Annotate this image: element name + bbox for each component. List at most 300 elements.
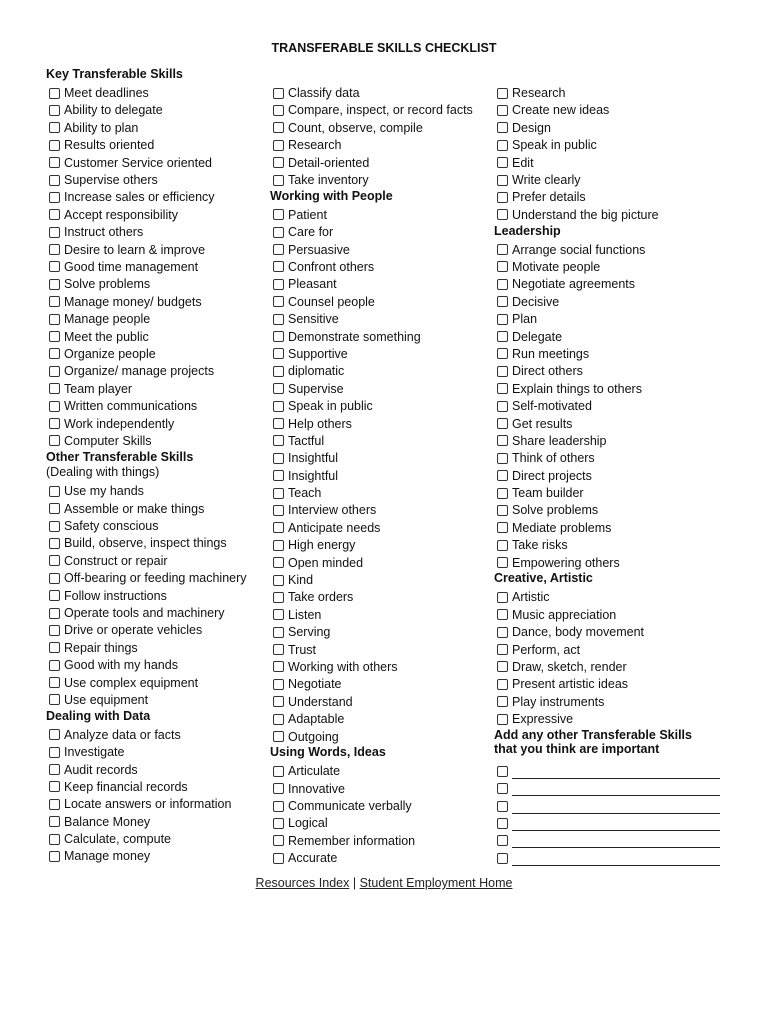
checkbox[interactable] — [49, 175, 60, 186]
checklist-item[interactable] — [270, 728, 494, 745]
checkbox[interactable] — [49, 834, 60, 845]
checkbox[interactable] — [49, 105, 60, 116]
checklist-item[interactable] — [494, 554, 738, 571]
checklist-item[interactable] — [270, 171, 494, 188]
checklist-item[interactable] — [46, 674, 268, 691]
checklist-item[interactable] — [494, 432, 738, 449]
checkbox[interactable] — [497, 627, 508, 638]
section-header-other-skills — [46, 450, 268, 480]
checklist-item[interactable] — [46, 345, 268, 362]
checklist-item[interactable] — [46, 310, 268, 327]
checkbox[interactable] — [273, 505, 284, 516]
checkbox[interactable] — [497, 714, 508, 725]
checkbox[interactable] — [273, 801, 284, 812]
checkbox[interactable] — [49, 608, 60, 619]
checkbox[interactable] — [273, 88, 284, 99]
checkbox[interactable] — [497, 175, 508, 186]
checklist-item-label: Supervise others — [64, 173, 158, 188]
checkbox[interactable] — [273, 401, 284, 412]
checkbox[interactable] — [497, 835, 508, 846]
checklist-item[interactable] — [270, 693, 494, 710]
checklist-item[interactable] — [494, 345, 738, 362]
checklist-item[interactable] — [46, 119, 268, 136]
checkbox[interactable] — [49, 660, 60, 671]
checklist-item[interactable] — [494, 293, 738, 310]
checkbox[interactable] — [49, 764, 60, 775]
checklist-item-label: Artistic — [512, 590, 550, 605]
checklist-item[interactable] — [46, 830, 268, 847]
checkbox[interactable] — [273, 661, 284, 672]
checkbox[interactable] — [273, 453, 284, 464]
checklist-item-label: Write clearly — [512, 173, 581, 188]
checkbox[interactable] — [497, 435, 508, 446]
checkbox[interactable] — [273, 835, 284, 846]
checkbox[interactable] — [49, 122, 60, 133]
checkbox[interactable] — [273, 227, 284, 238]
checklist-item-label: Insightful — [288, 451, 339, 466]
checklist-item[interactable] — [46, 432, 268, 449]
checklist-item[interactable] — [270, 241, 494, 258]
checkbox[interactable] — [273, 175, 284, 186]
checklist-item[interactable] — [270, 310, 494, 327]
checkbox[interactable] — [497, 592, 508, 603]
checklist-item[interactable] — [494, 606, 738, 623]
checklist-item[interactable] — [46, 328, 268, 345]
checklist-item[interactable] — [270, 293, 494, 310]
checkbox[interactable] — [273, 644, 284, 655]
checklist-item[interactable] — [270, 658, 494, 675]
checkbox[interactable] — [273, 818, 284, 829]
checkbox[interactable] — [49, 227, 60, 238]
checkbox[interactable] — [497, 540, 508, 551]
blank-entry-row[interactable] — [494, 797, 738, 814]
checklist-item[interactable] — [46, 276, 268, 293]
checklist-item[interactable] — [270, 780, 494, 797]
column-2-top-list — [270, 84, 494, 188]
blank-write-in-line[interactable] — [512, 818, 720, 831]
checklist-item-label: Trust — [288, 642, 317, 657]
blank-entry-row[interactable] — [494, 763, 738, 780]
checklist-item-label: Interview others — [288, 503, 377, 518]
checkbox[interactable] — [273, 296, 284, 307]
checkbox[interactable] — [497, 783, 508, 794]
checklist-item[interactable] — [270, 606, 494, 623]
checklist-item[interactable] — [270, 328, 494, 345]
checklist-item[interactable] — [270, 641, 494, 658]
checklist-item[interactable] — [46, 102, 268, 119]
checklist-item[interactable] — [270, 710, 494, 727]
checklist-item[interactable] — [270, 276, 494, 293]
checklist-item[interactable] — [270, 119, 494, 136]
checklist-item[interactable] — [494, 241, 738, 258]
checkbox[interactable] — [497, 661, 508, 672]
checkbox[interactable] — [497, 644, 508, 655]
checklist-item-label: Play instruments — [512, 694, 605, 709]
checklist-item[interactable] — [494, 519, 738, 536]
checklist-item[interactable] — [270, 554, 494, 571]
checklist-item[interactable] — [46, 189, 268, 206]
checkbox[interactable] — [49, 244, 60, 255]
checklist-item-label: Organize/ manage projects — [64, 364, 215, 379]
checklist-item[interactable] — [46, 778, 268, 795]
checklist-item[interactable] — [46, 363, 268, 380]
checklist-item-label: Run meetings — [512, 346, 590, 361]
checkbox[interactable] — [273, 696, 284, 707]
checklist-item[interactable] — [46, 604, 268, 621]
checklist-item[interactable] — [270, 102, 494, 119]
checkbox[interactable] — [273, 435, 284, 446]
checklist-item[interactable] — [494, 676, 738, 693]
checkbox[interactable] — [49, 157, 60, 168]
checklist-item-label: Use my hands — [64, 484, 144, 499]
checklist-item[interactable] — [494, 467, 738, 484]
checkbox[interactable] — [497, 105, 508, 116]
checklist-item-label: Analyze data or facts — [64, 727, 181, 742]
checkbox[interactable] — [49, 625, 60, 636]
checklist-item[interactable] — [270, 363, 494, 380]
checklist-item[interactable] — [494, 624, 738, 641]
checklist-item[interactable] — [494, 310, 738, 327]
checklist-item[interactable] — [270, 676, 494, 693]
checkbox[interactable] — [497, 522, 508, 533]
checklist-item[interactable] — [494, 206, 738, 223]
checkbox[interactable] — [497, 766, 508, 777]
checkbox[interactable] — [273, 557, 284, 568]
checklist-item-label: Design — [512, 120, 551, 135]
checklist-item[interactable] — [46, 796, 268, 813]
checklist-item[interactable] — [494, 119, 738, 136]
checklist-item[interactable] — [270, 763, 494, 780]
student-employment-home-link[interactable]: Student Employment Home — [359, 876, 513, 890]
checklist-item[interactable] — [270, 137, 494, 154]
checkbox[interactable] — [497, 88, 508, 99]
checkbox[interactable] — [273, 853, 284, 864]
checkbox[interactable] — [49, 261, 60, 272]
blank-write-in-line[interactable] — [512, 835, 720, 848]
checklist-item-label: Confront others — [288, 259, 375, 274]
checklist-item[interactable] — [46, 657, 268, 674]
checkbox[interactable] — [49, 192, 60, 203]
blank-entry-row[interactable] — [494, 815, 738, 832]
checkbox[interactable] — [49, 590, 60, 601]
checkbox[interactable] — [49, 314, 60, 325]
checkbox[interactable] — [497, 140, 508, 151]
checklist-item[interactable] — [46, 206, 268, 223]
checkbox[interactable] — [497, 366, 508, 377]
checkbox[interactable] — [497, 696, 508, 707]
checklist-item[interactable] — [46, 813, 268, 830]
checklist-item-label: Accept responsibility — [64, 207, 178, 222]
checkbox[interactable] — [49, 555, 60, 566]
checklist-item[interactable] — [494, 276, 738, 293]
blank-entry-row[interactable] — [494, 832, 738, 849]
checklist-item[interactable] — [46, 293, 268, 310]
checkbox[interactable] — [273, 766, 284, 777]
checklist-item-label: Take risks — [512, 538, 568, 553]
checkbox[interactable] — [49, 486, 60, 497]
checkbox[interactable] — [497, 296, 508, 307]
checkbox[interactable] — [273, 157, 284, 168]
checkbox[interactable] — [49, 521, 60, 532]
checklist-item-label: Insightful — [288, 468, 339, 483]
checklist-item-label: Manage money/ budgets — [64, 294, 202, 309]
checklist-item[interactable] — [270, 154, 494, 171]
checklist-item[interactable] — [270, 797, 494, 814]
checkbox[interactable] — [273, 609, 284, 620]
checkbox[interactable] — [49, 799, 60, 810]
checkbox[interactable] — [497, 470, 508, 481]
checkbox[interactable] — [49, 781, 60, 792]
checkbox[interactable] — [273, 488, 284, 499]
checkbox[interactable] — [49, 747, 60, 758]
checkbox[interactable] — [497, 348, 508, 359]
checklist-item[interactable] — [270, 450, 494, 467]
checkbox[interactable] — [497, 331, 508, 342]
checklist-item[interactable] — [494, 328, 738, 345]
checklist-item-label: Logical — [288, 816, 328, 831]
checklist-item-label: diplomatic — [288, 364, 345, 379]
checklist-item[interactable] — [270, 502, 494, 519]
checkbox[interactable] — [49, 538, 60, 549]
checklist-item[interactable] — [46, 500, 268, 517]
checklist-item[interactable] — [46, 517, 268, 534]
checklist-item[interactable] — [494, 537, 738, 554]
blank-write-in-line[interactable] — [512, 801, 720, 814]
checkbox[interactable] — [273, 261, 284, 272]
checkbox[interactable] — [497, 853, 508, 864]
checkbox[interactable] — [273, 575, 284, 586]
checkbox[interactable] — [497, 488, 508, 499]
checkbox[interactable] — [273, 209, 284, 220]
checklist-item-label: Count, observe, compile — [288, 120, 423, 135]
checklist-item[interactable] — [270, 589, 494, 606]
checklist-item-label: Remember information — [288, 833, 416, 848]
checkbox[interactable] — [273, 522, 284, 533]
checklist-item[interactable] — [270, 815, 494, 832]
checklist-item-label: Get results — [512, 416, 573, 431]
checklist-item[interactable] — [46, 848, 268, 865]
checklist-item[interactable] — [494, 415, 738, 432]
checklist-item[interactable] — [46, 622, 268, 639]
checklist-item[interactable] — [46, 691, 268, 708]
checklist-item-label: Solve problems — [512, 503, 599, 518]
checklist-item[interactable] — [270, 519, 494, 536]
checklist-item-label: Research — [512, 86, 566, 101]
checklist-item[interactable] — [494, 102, 738, 119]
checkbox[interactable] — [49, 88, 60, 99]
checklist-item[interactable] — [46, 639, 268, 656]
checklist-item-label: Customer Service oriented — [64, 155, 212, 170]
checklist-item[interactable] — [270, 258, 494, 275]
checklist-item[interactable] — [494, 380, 738, 397]
checklist-item[interactable] — [46, 154, 268, 171]
checklist-item[interactable] — [494, 137, 738, 154]
checkbox[interactable] — [273, 122, 284, 133]
checklist-item-label: Build, observe, inspect things — [64, 536, 227, 551]
checkbox[interactable] — [273, 470, 284, 481]
checklist-item[interactable] — [270, 484, 494, 501]
checklist-item[interactable] — [270, 345, 494, 362]
checklist-item[interactable] — [270, 467, 494, 484]
checklist-item[interactable] — [46, 171, 268, 188]
checkbox[interactable] — [49, 816, 60, 827]
checklist-item-label: Listen — [288, 607, 322, 622]
checklist-item[interactable] — [46, 570, 268, 587]
checkbox[interactable] — [497, 453, 508, 464]
checkbox[interactable] — [497, 279, 508, 290]
checklist-item[interactable] — [494, 484, 738, 501]
checklist-item[interactable] — [270, 397, 494, 414]
checklist-item-label: Computer Skills — [64, 433, 152, 448]
checkbox[interactable] — [497, 383, 508, 394]
checkbox[interactable] — [497, 818, 508, 829]
checklist-item[interactable] — [46, 380, 268, 397]
checklist-item[interactable] — [46, 241, 268, 258]
checkbox[interactable] — [273, 244, 284, 255]
checkbox[interactable] — [497, 244, 508, 255]
checklist-item[interactable] — [494, 710, 738, 727]
checkbox[interactable] — [49, 348, 60, 359]
resources-index-link[interactable]: Resources Index — [255, 876, 350, 890]
blank-write-in-line[interactable] — [512, 766, 720, 779]
checkbox[interactable] — [497, 505, 508, 516]
checkbox[interactable] — [497, 261, 508, 272]
checklist-item[interactable] — [46, 743, 268, 760]
checkbox[interactable] — [49, 296, 60, 307]
checklist-item[interactable] — [46, 137, 268, 154]
checkbox[interactable] — [497, 192, 508, 203]
checkbox[interactable] — [497, 314, 508, 325]
checklist-item-label: Tactful — [288, 433, 325, 448]
checkbox[interactable] — [497, 157, 508, 168]
checkbox[interactable] — [49, 366, 60, 377]
checklist-item[interactable] — [494, 258, 738, 275]
checkbox[interactable] — [273, 679, 284, 690]
checklist-item[interactable] — [270, 624, 494, 641]
checkbox[interactable] — [273, 279, 284, 290]
checkbox[interactable] — [49, 573, 60, 584]
checklist-item[interactable] — [270, 84, 494, 101]
checkbox[interactable] — [273, 731, 284, 742]
checklist-item[interactable] — [270, 432, 494, 449]
checklist-item[interactable] — [270, 537, 494, 554]
checkbox[interactable] — [273, 783, 284, 794]
checkbox[interactable] — [497, 679, 508, 690]
checkbox[interactable] — [49, 729, 60, 740]
checklist-item[interactable] — [270, 380, 494, 397]
checklist-item[interactable] — [46, 483, 268, 500]
checkbox[interactable] — [497, 557, 508, 568]
checkbox[interactable] — [497, 209, 508, 220]
checkbox[interactable] — [49, 851, 60, 862]
checkbox[interactable] — [49, 418, 60, 429]
checkbox[interactable] — [49, 642, 60, 653]
checkbox[interactable] — [49, 401, 60, 412]
checklist-item[interactable] — [494, 397, 738, 414]
checkbox[interactable] — [49, 140, 60, 151]
checkbox[interactable] — [49, 677, 60, 688]
checklist-item[interactable] — [494, 363, 738, 380]
checkbox[interactable] — [497, 122, 508, 133]
checkbox[interactable] — [273, 140, 284, 151]
section-header-leadership: Leadership — [494, 223, 561, 238]
checkbox[interactable] — [273, 418, 284, 429]
checklist-item[interactable] — [46, 224, 268, 241]
checkbox[interactable] — [497, 609, 508, 620]
checkbox[interactable] — [273, 314, 284, 325]
checkbox[interactable] — [49, 279, 60, 290]
checklist-item[interactable] — [46, 552, 268, 569]
checkbox[interactable] — [49, 209, 60, 220]
checklist-item[interactable] — [494, 658, 738, 675]
checklist-item[interactable] — [270, 850, 494, 867]
checklist-item[interactable] — [270, 571, 494, 588]
checklist-item[interactable] — [46, 415, 268, 432]
checklist-item-label: Supervise — [288, 381, 344, 396]
checklist-item[interactable] — [46, 397, 268, 414]
checklist-item[interactable] — [46, 761, 268, 778]
checklist-item[interactable] — [494, 693, 738, 710]
checklist-item[interactable] — [46, 258, 268, 275]
checklist-item[interactable] — [494, 641, 738, 658]
checkbox[interactable] — [273, 714, 284, 725]
checklist-item-label: Perform, act — [512, 642, 581, 657]
checklist-item[interactable] — [46, 726, 268, 743]
checklist-item[interactable] — [494, 189, 738, 206]
checkbox[interactable] — [273, 105, 284, 116]
checklist-item[interactable] — [270, 832, 494, 849]
checklist-item[interactable] — [270, 206, 494, 223]
checkbox[interactable] — [49, 383, 60, 394]
checklist-item[interactable] — [494, 450, 738, 467]
checklist-item[interactable] — [494, 589, 738, 606]
checkbox[interactable] — [49, 694, 60, 705]
checklist-item-label: Ability to delegate — [64, 103, 163, 118]
checklist-item[interactable] — [494, 171, 738, 188]
blank-write-in-line[interactable] — [512, 853, 720, 866]
checkbox[interactable] — [497, 401, 508, 412]
checklist-item-label: Teach — [288, 486, 322, 501]
column-3 — [494, 67, 738, 867]
checklist-item-label: Understand — [288, 694, 353, 709]
checkbox[interactable] — [273, 592, 284, 603]
checklist-item-label: Follow instructions — [64, 588, 167, 603]
checklist-item[interactable] — [270, 224, 494, 241]
checklist-item[interactable] — [494, 502, 738, 519]
checkbox[interactable] — [497, 418, 508, 429]
checkbox[interactable] — [49, 331, 60, 342]
checklist-item[interactable] — [46, 84, 268, 101]
checklist-item[interactable] — [46, 587, 268, 604]
checkbox[interactable] — [273, 348, 284, 359]
checkbox[interactable] — [273, 383, 284, 394]
checkbox[interactable] — [273, 627, 284, 638]
checkbox[interactable] — [273, 331, 284, 342]
blank-write-in-line[interactable] — [512, 783, 720, 796]
blank-entry-row[interactable] — [494, 780, 738, 797]
blank-entry-row[interactable] — [494, 850, 738, 867]
checklist-item-label: Innovative — [288, 781, 345, 796]
checkbox[interactable] — [49, 435, 60, 446]
checklist-item[interactable] — [270, 415, 494, 432]
checkbox[interactable] — [273, 540, 284, 551]
checkbox[interactable] — [497, 801, 508, 812]
checklist-item[interactable] — [494, 84, 738, 101]
checkbox[interactable] — [49, 503, 60, 514]
checklist-item[interactable] — [46, 535, 268, 552]
checklist-item[interactable] — [494, 154, 738, 171]
checkbox[interactable] — [273, 366, 284, 377]
